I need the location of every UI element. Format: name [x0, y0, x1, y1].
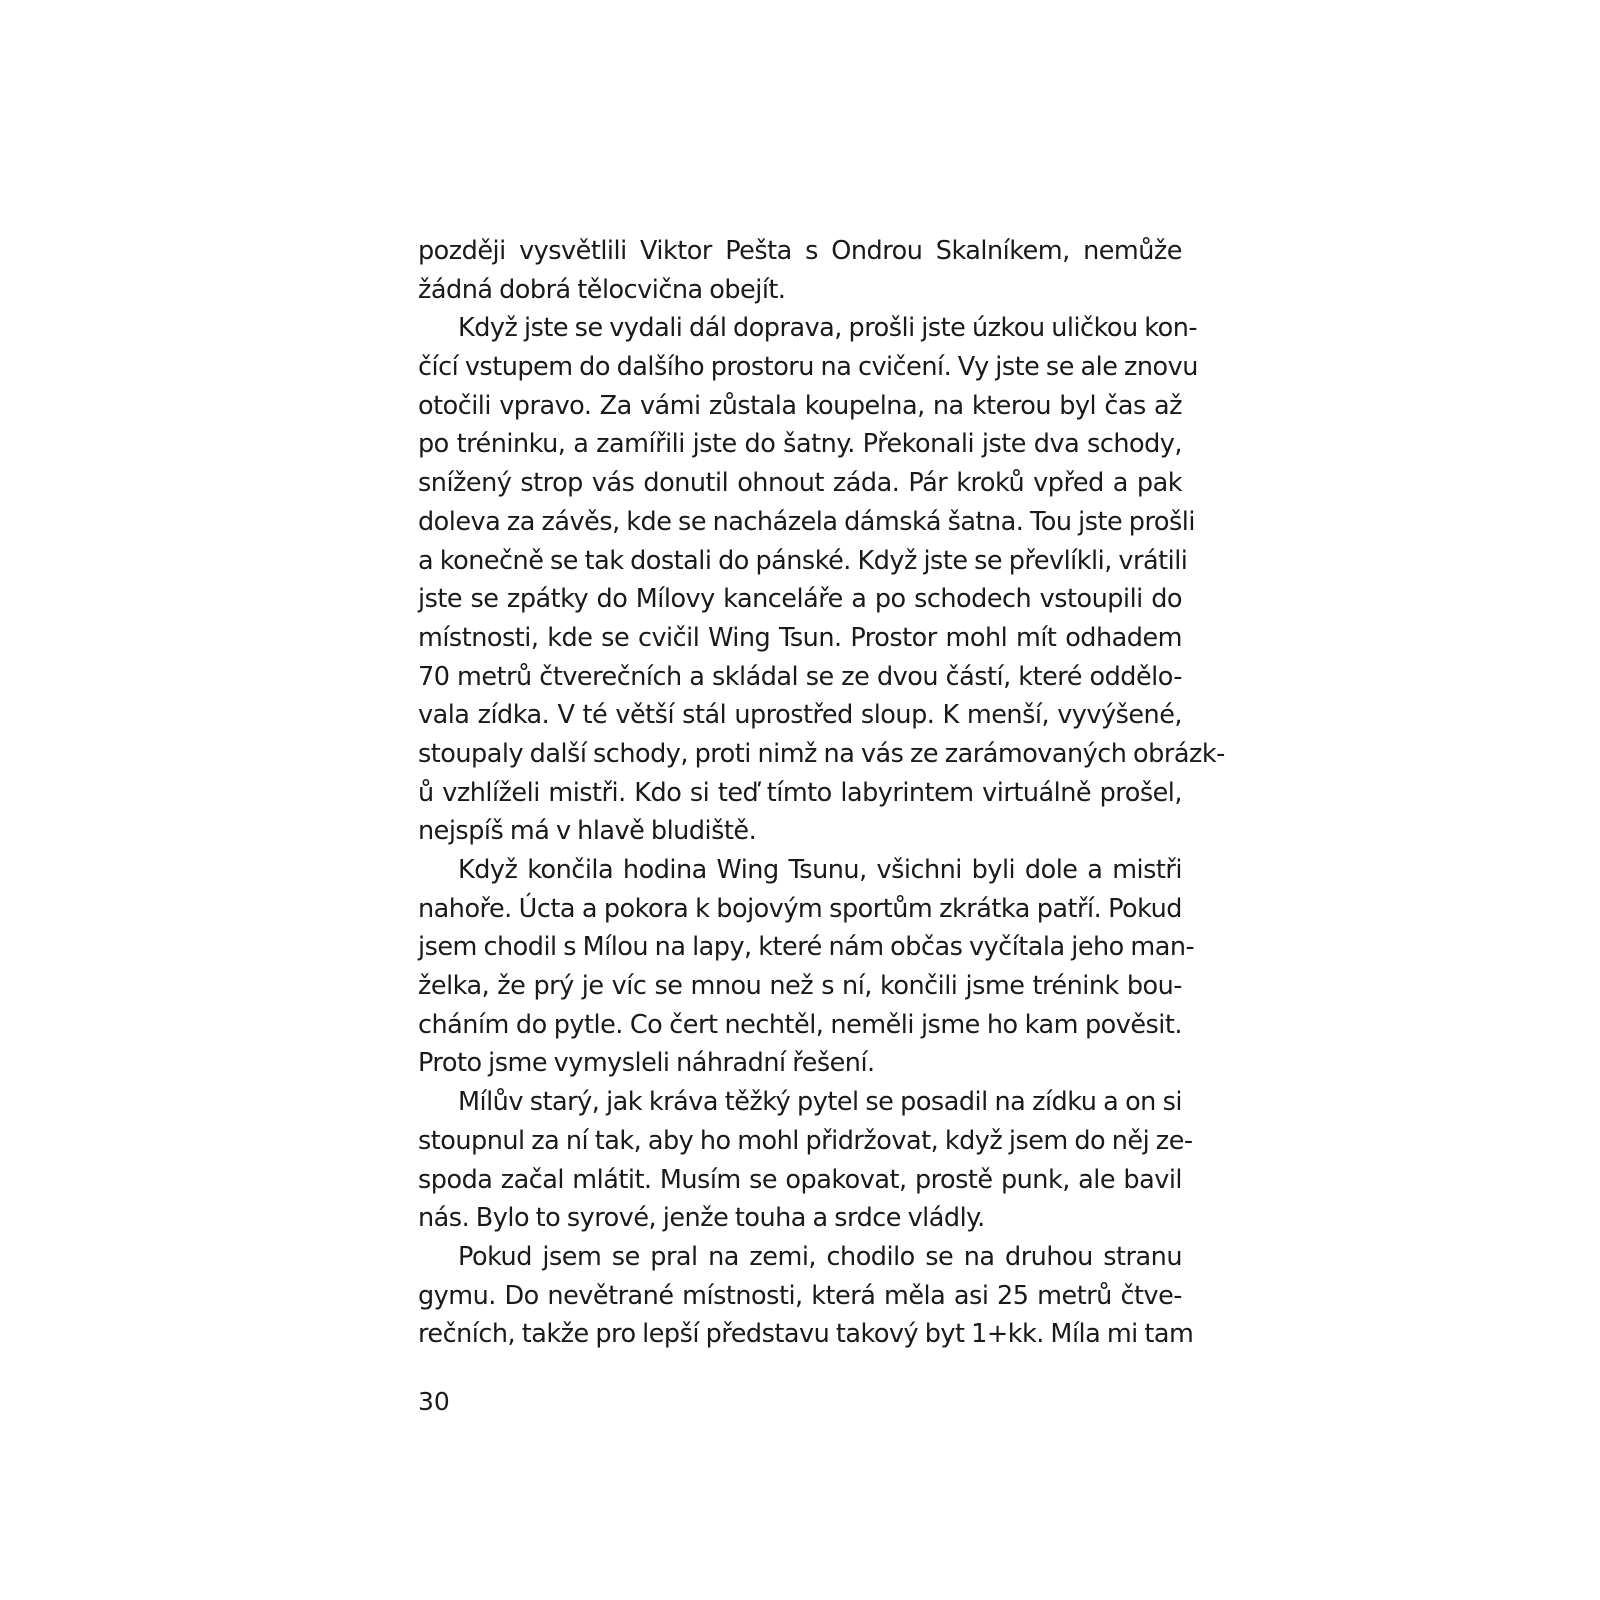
body-text — [418, 232, 1225, 1354]
text-line: nás. Bylo to syrové, jenže touha a srdce vládly. — [418, 1203, 985, 1234]
text-line: později vysvětlili Viktor Pešta s Ondrou Skalníkem, nemůže — [418, 236, 1182, 266]
text-line: Mílův starý, jak kráva těžký pytel se posadil na zídku a on si — [458, 1087, 1182, 1118]
text-line: nahoře. Úcta a pokora k bojovým sportům zkrátka patří. Pokud — [418, 893, 1182, 924]
text-line: snížený strop vás donutil ohnout záda. Pár kroků vpřed a pak — [418, 468, 1182, 499]
text-line: cháním do pytle. Co čert nechtěl, neměli jsme ho kam pověsit. — [418, 1009, 1182, 1040]
text-line: místnosti, kde se cvičil Wing Tsun. Prostor mohl mít odhadem — [418, 622, 1182, 653]
text-line: Proto jsme vymysleli náhradní řešení. — [418, 1048, 875, 1079]
text-line: čící vstupem do dalšího prostoru na cvičení. Vy jste se ale znovu — [418, 352, 1198, 383]
text-line: stoupnul za ní tak, aby ho mohl přidržovat, když jsem do něj ze- — [418, 1125, 1193, 1156]
text-line: želka, že prý je víc se mnou než s ní, končili jsme trénink bou- — [418, 971, 1182, 1002]
text-line: po tréninku, a zamířili jste do šatny. Překonali jste dva schody, — [418, 429, 1182, 460]
text-line: jsem chodil s Mílou na lapy, které nám občas vyčítala jeho man- — [418, 932, 1195, 963]
text-line: nejspíš má v hlavě bludiště. — [418, 816, 757, 847]
text-line: 70 metrů čtverečních a skládal se ze dvou částí, které oddělo- — [418, 661, 1182, 692]
text-line: stoupaly další schody, proti nimž na vás ze zarámovaných obrázk- — [418, 738, 1225, 769]
text-line: Když končila hodina Wing Tsunu, všichni byli dole a mistři — [458, 855, 1182, 885]
text-line: spoda začal mlátit. Musím se opakovat, prostě punk, ale bavil — [418, 1164, 1182, 1195]
text-line: a konečně se tak dostali do pánské. Když jste se převlíkli, vrátili — [418, 545, 1188, 576]
text-line: Pokud jsem se pral na zemi, chodilo se na druhou stranu — [458, 1241, 1182, 1272]
page-number: 30 — [418, 1387, 450, 1416]
text-line: doleva za závěs, kde se nacházela dámská šatna. Tou jste prošli — [418, 506, 1195, 537]
text-line: Když jste se vydali dál doprava, prošli jste úzkou uličkou kon- — [458, 313, 1198, 344]
text-line: žádná dobrá tělocvična obejít. — [418, 274, 786, 305]
text-line: otočili vpravo. Za vámi zůstala koupelna, na kterou byl čas až — [418, 390, 1182, 421]
text-line: jste se zpátky do Mílovy kanceláře a po schodech vstoupili do — [418, 584, 1182, 615]
text-line: gymu. Do nevětrané místnosti, která měla asi 25 metrů čtve- — [418, 1280, 1182, 1311]
text-line: vala zídka. V té větší stál uprostřed sloup. K menší, vyvýšené, — [418, 700, 1182, 731]
text-line: rečních, takže pro lepší představu takový byt 1+kk. Míla mi tam — [418, 1319, 1194, 1350]
text-line: ů vzhlíželi mistři. Kdo si teď tímto labyrintem virtuálně prošel, — [418, 777, 1182, 808]
